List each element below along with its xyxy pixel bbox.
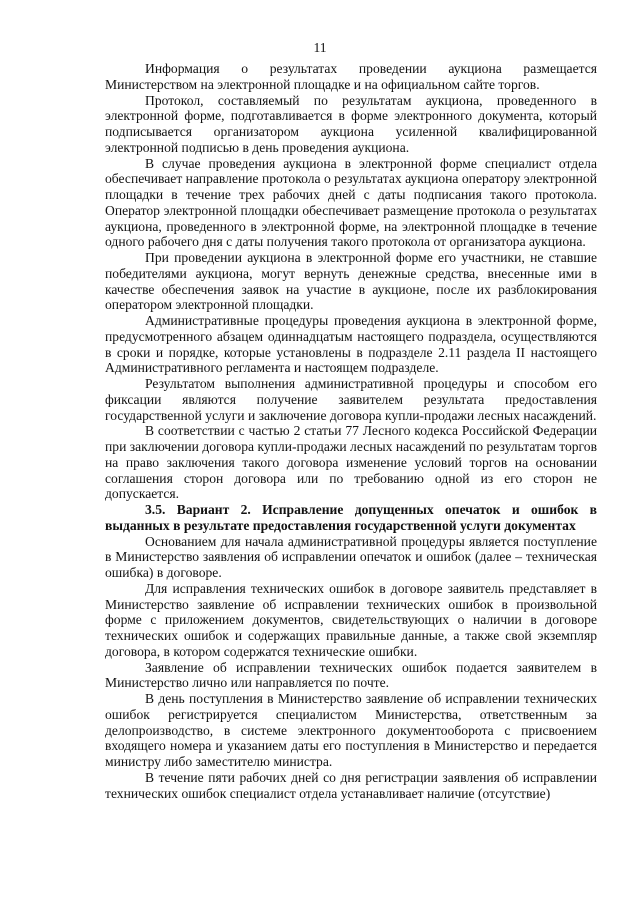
paragraph-auction-results-info: Информация о результатах проведении аукциона размещается Министерством на электронной площадке и на официальном сайте торгов. <box>105 61 597 92</box>
paragraph-application-submission: Заявление об исправлении технических ошибок подается заявителем в Министерство лично или направляется по почте. <box>105 659 597 691</box>
paragraph-procedure-terms: Административные процедуры проведения аукциона в электронной форме, предусмотренного абзацем одиннадцатым настоящего подраздела, осуществляются в сроки и порядке, которые установлены в подразделе 2.11 раздела II настоящего Административного регламента и настоящем подразделе. <box>105 313 597 376</box>
paragraph-five-days: В течение пяти рабочих дней со дня регистрации заявления об исправлении технических ошибок специалист отдела устанавливает наличие (отсутствие) <box>105 769 597 801</box>
paragraph-procedure-result: Результатом выполнения административной процедуры и способом его фиксации являются получение заявителем результата предоставления государственной услуги и заключение договора купли-продажи лесных насаждений. <box>105 376 597 423</box>
paragraph-deposit-return: При проведении аукциона в электронной форме его участники, не ставшие победителями аукциона, могут вернуть денежные средства, внесенные ими в качестве обеспечения заявок на участие в аукционе, после их разблокирования оператором электронной площадки. <box>105 250 597 313</box>
paragraph-application-registration: В день поступления в Министерство заявление об исправлении технических ошибок регистрируется специалистом Министерства, ответственным за делопроизводство, в системе электронного документооборота с присвоением входящего номера и указанием даты его поступления в Министерство и передается министру либо заместителю министра. <box>105 691 597 769</box>
section-heading-3-5: 3.5. Вариант 2. Исправление допущенных опечаток и ошибок в выданных в результате предоставления государственной услуги документах <box>105 502 597 533</box>
paragraph-correction-application: Для исправления технических ошибок в договоре заявитель представляет в Министерство заявление об исправлении технических ошибок в произвольной форме с приложением документов, свидетельствующих о наличии в договоре технических ошибок и содержащих правильные данные, а также свой экземпляр договора, в котором содержатся технические ошибки. <box>105 580 597 659</box>
paragraph-protocol-sending: В случае проведения аукциона в электронной форме специалист отдела обеспечивает направление протокола о результатах аукциона оператору электронной площадки в течение трех рабочих дней с даты подписания такого протокола. Оператор электронной площадки обеспечивает размещение протокола о результатах аукциона, проведенного в электронной форме, на электронной площадке в течение одного рабочего дня с даты получения такого протокола от организатора аукциона. <box>105 155 597 250</box>
page-number: 11 <box>313 40 327 55</box>
paragraph-auction-protocol: Протокол, составляемый по результатам аукциона, проведенного в электронной форме, подготавливается в форме электронного документа, который подписывается организатором аукциона усиленной квалифицированной электронной подписью в день проведения аукциона. <box>105 92 597 155</box>
page-body <box>105 61 597 801</box>
paragraph-forest-code: В соответствии с частью 2 статьи 77 Лесного кодекса Российской Федерации при заключении договора купли-продажи лесных насаждений по результатам торгов на право заключения такого договора изменение условий торгов на основании соглашения сторон договора или по требованию одной из его сторон не допускается. <box>105 423 597 502</box>
paragraph-procedure-basis: Основанием для начала административной процедуры является поступление в Министерство заявления об исправлении опечаток и ошибок (далее – техническая ошибка) в договоре. <box>105 533 597 580</box>
